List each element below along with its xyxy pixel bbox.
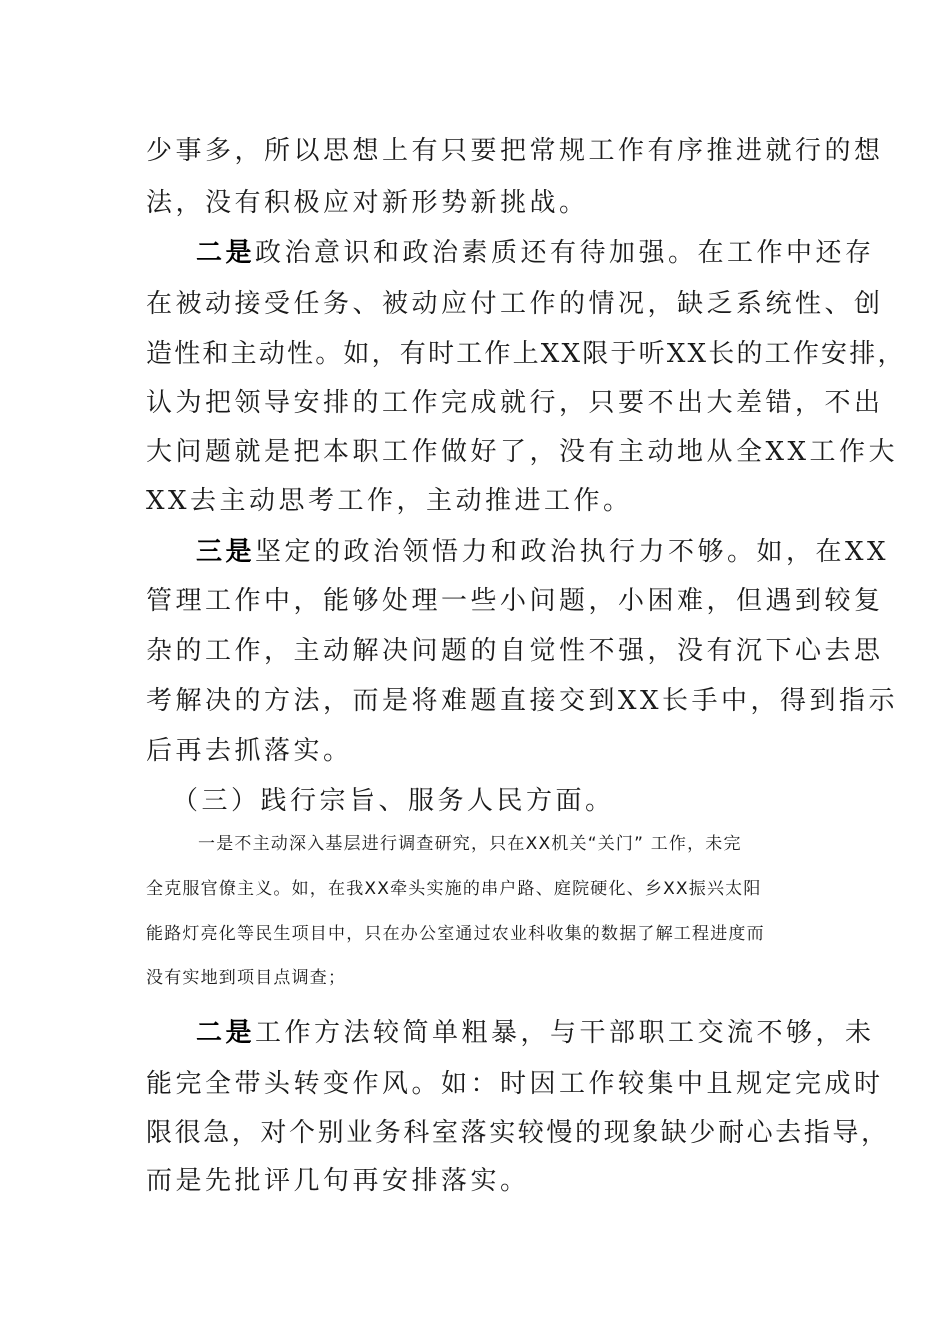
- paragraph-1-line-1: 少事多，所以思想上有只要把常规工作有序推进就行的想: [146, 136, 884, 166]
- paragraph-2-line-1: [196, 236, 875, 270]
- paragraph-2-lead: 二是: [196, 238, 256, 268]
- paragraph-3-line-5: 后再去抓落实。: [146, 736, 353, 766]
- section-heading: （三）践行宗旨、服务人民方面。: [172, 786, 615, 816]
- paragraph-5-line-3: 限很急，对个别业务科室落实较慢的现象缺少耐心去指导，: [146, 1118, 890, 1148]
- paragraph-2-line-6: XX去主动思考工作，主动推进工作。: [146, 486, 633, 516]
- paragraph-2-line-2: 在被动接受任务、被动应付工作的情况，缺乏系统性、创: [146, 289, 884, 319]
- paragraph-2-line-3: 造性和主动性。如，有时工作上XX限于听XX长的工作安排，: [146, 339, 906, 369]
- paragraph-4-line-3: 能路灯亮化等民生项目中，只在办公室通过农业科收集的数据了解工程进度而: [146, 924, 765, 944]
- paragraph-3-line-4: 考解决的方法，而是将难题直接交到XX长手中，得到指示: [146, 686, 899, 716]
- paragraph-5-line-2: 能完全带头转变作风。如：时因工作较集中且规定完成时: [146, 1069, 884, 1099]
- paragraph-5-line-1: [196, 1016, 875, 1050]
- paragraph-5-line-4: 而是先批评几句再安排落实。: [146, 1166, 530, 1196]
- paragraph-2-line-4: 认为把领导安排的工作完成就行，只要不出大差错，不出: [146, 388, 884, 418]
- paragraph-4-line-2: 全克服官僚主义。如，在我XX牵头实施的串户路、庭院硬化、乡XX振兴太阳: [146, 879, 762, 899]
- paragraph-4-line-4: 没有实地到项目点调查；: [146, 968, 347, 988]
- paragraph-3-line-3: 杂的工作，主动解决问题的自觉性不强，没有沉下心去思: [146, 636, 884, 666]
- paragraph-3-first-line-text: 坚定的政治领悟力和政治执行力不够。如，在XX: [255, 537, 890, 567]
- paragraph-5-first-line-text: 工作方法较简单粗暴，与干部职工交流不够，未: [255, 1018, 875, 1048]
- paragraph-2-first-line-text: 政治意识和政治素质还有待加强。在工作中还存: [255, 238, 875, 268]
- paragraph-3-line-1: [196, 535, 889, 569]
- paragraph-4-line-1: 一是不主动深入基层进行调查研究，只在XX机关“关门” 工作，未完: [198, 834, 742, 854]
- paragraph-3-lead: 三是: [196, 537, 256, 567]
- paragraph-3-line-2: 管理工作中，能够处理一些小问题，小困难，但遇到较复: [146, 586, 884, 616]
- paragraph-5-lead: 二是: [196, 1018, 256, 1048]
- paragraph-1-line-2: 法，没有积极应对新形势新挑战。: [146, 188, 589, 218]
- paragraph-2-line-5: 大问题就是把本职工作做好了，没有主动地从全XX工作大: [146, 437, 899, 467]
